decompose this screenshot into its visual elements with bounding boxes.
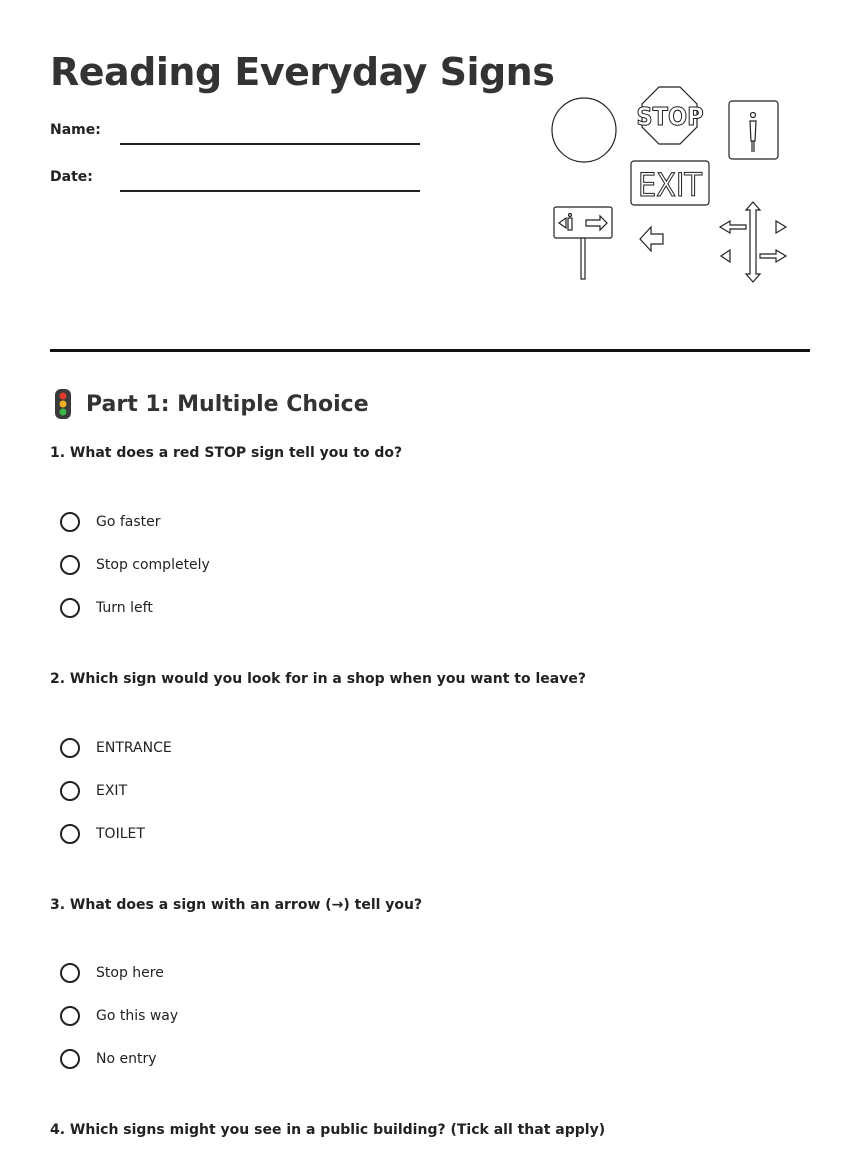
q3-option-no-entry[interactable] <box>60 1046 460 1072</box>
q2-option-entrance[interactable] <box>60 735 460 761</box>
part1-title <box>50 388 369 420</box>
question-1: 1. What does a red STOP sign tell you to do? <box>50 445 403 461</box>
part1-title-text: Part 1: Multiple Choice <box>86 391 369 417</box>
q3-option-stop-here[interactable] <box>60 960 460 986</box>
q1-option-stop-completely[interactable] <box>60 552 460 578</box>
option-label: Stop here <box>96 965 164 981</box>
svg-text:STOP: STOP <box>636 102 704 131</box>
option-label: TOILET <box>96 826 145 842</box>
stop-sign-icon <box>636 87 703 144</box>
left-arrow-icon <box>640 227 663 251</box>
date-label: Date: <box>50 169 93 185</box>
exit-sign-icon <box>631 161 709 205</box>
radio-button[interactable] <box>60 1006 80 1026</box>
option-label: No entry <box>96 1051 157 1067</box>
name-field[interactable] <box>50 122 422 152</box>
option-label: Turn left <box>96 600 153 616</box>
question-2: 2. Which sign would you look for in a shop when you want to leave? <box>50 671 586 687</box>
header-divider <box>50 349 810 352</box>
question-3: 3. What does a sign with an arrow (→) tell you? <box>50 897 423 913</box>
signs-illustration <box>550 82 795 287</box>
worksheet-page <box>50 0 810 1161</box>
radio-button[interactable] <box>60 963 80 983</box>
radio-button[interactable] <box>60 555 80 575</box>
q2-option-exit[interactable] <box>60 778 460 804</box>
svg-text:EXIT: EXIT <box>638 166 702 204</box>
question-4: 4. Which signs might you see in a public building? (Tick all that apply) <box>50 1122 606 1138</box>
radio-button[interactable] <box>60 824 80 844</box>
name-label: Name: <box>50 122 101 138</box>
option-label: Go faster <box>96 514 161 530</box>
radio-button[interactable] <box>60 738 80 758</box>
q1-option-turn-left[interactable] <box>60 595 460 621</box>
name-line[interactable] <box>120 143 420 145</box>
person-sign-icon <box>729 101 778 159</box>
q1-option-go-faster[interactable] <box>60 509 460 535</box>
date-field[interactable] <box>50 169 422 199</box>
directional-signpost-icon <box>554 207 612 279</box>
circle-sign-icon <box>552 98 616 162</box>
radio-button[interactable] <box>60 512 80 532</box>
q2-option-toilet[interactable] <box>60 821 460 847</box>
radio-button[interactable] <box>60 598 80 618</box>
option-label: Stop completely <box>96 557 210 573</box>
four-way-arrows-icon <box>720 202 786 282</box>
option-label: ENTRANCE <box>96 740 172 756</box>
q3-option-go-this-way[interactable] <box>60 1003 460 1029</box>
option-label: Go this way <box>96 1008 179 1024</box>
radio-button[interactable] <box>60 1049 80 1069</box>
option-label: EXIT <box>96 783 128 799</box>
traffic-light-icon <box>50 388 76 420</box>
worksheet-title: Reading Everyday Signs <box>50 50 555 94</box>
date-line[interactable] <box>120 190 420 192</box>
radio-button[interactable] <box>60 781 80 801</box>
